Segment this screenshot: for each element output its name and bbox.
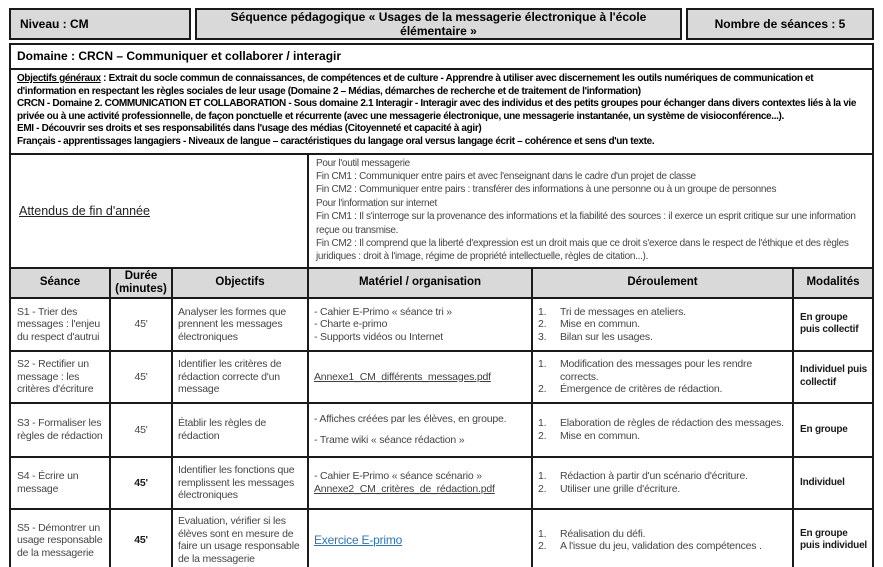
seance-title: S4 - Écrire un message xyxy=(17,470,79,495)
col-header-label: Séance xyxy=(39,276,81,289)
seance-title: S5 - Démontrer un usage responsable de la messagerie xyxy=(17,521,103,559)
seance-title: S3 - Formaliser les règles de rédaction xyxy=(17,417,103,442)
francais-label: Français - apprentissages langagiers xyxy=(17,135,181,147)
seance-cell xyxy=(11,458,111,508)
col-header-materiel xyxy=(309,269,533,297)
duree-cell xyxy=(111,404,173,456)
col-header-label: Objectifs xyxy=(215,276,265,289)
seance-cell xyxy=(11,404,111,456)
table-row-s2 xyxy=(11,350,872,402)
attendus-label: Attendus de fin d'année xyxy=(19,203,150,218)
attendus-line: Fin CM1 : Il s'interroge sur la provenance des informations et la fiabilité des sources : il exerce un esprit critique sur une information reçue ou transmise. xyxy=(316,211,856,236)
crcn-domain-label: CRCN - Domaine 2. COMMUNICATION ET COLLABORATION - Sous domaine 2.1 Interagir xyxy=(17,98,413,110)
step-text: Bilan sur les usages. xyxy=(560,330,653,343)
col-header-objectifs xyxy=(173,269,309,297)
duration-value: 45' xyxy=(134,423,148,436)
duree-cell xyxy=(111,352,173,402)
objectives-paragraph-4 xyxy=(17,136,866,149)
deroulement-cell xyxy=(533,510,794,567)
attendus-line: Fin CM1 : Communiquer entre pairs et avec l'enseignant dans le cadre d'un projet de classe xyxy=(316,170,696,182)
modality-text: En groupe puis individuel xyxy=(800,527,868,552)
seance-cell xyxy=(11,299,111,350)
deroulement-cell xyxy=(533,404,794,456)
col-header-modalites xyxy=(794,269,872,297)
objectif-cell xyxy=(173,352,309,402)
materiel-cell xyxy=(309,458,533,508)
sequence-title-cell xyxy=(195,8,682,40)
col-header-label: Déroulement xyxy=(627,276,698,289)
objectives-paragraph-3 xyxy=(17,123,866,136)
objective-text: Evaluation, vérifier si les élèves sont en mesure de faire un usage responsable de la messagerie xyxy=(178,515,300,565)
material-line: - Trame wiki « séance rédaction » xyxy=(314,434,465,447)
col-header-label: Modalités xyxy=(806,276,860,289)
attendus-body-cell xyxy=(309,155,872,267)
col-header-duree xyxy=(111,269,173,297)
annexe1-link[interactable]: Annexe1_CM_différents_messages.pdf xyxy=(314,370,491,383)
step-item xyxy=(538,528,787,541)
step-text: Rédaction à partir d'un scénario d'écriture. xyxy=(560,470,748,483)
step-number: 1. xyxy=(538,358,547,371)
domain-text: Domaine : CRCN – Communiquer et collaborer / interagir xyxy=(17,49,342,63)
modalite-cell xyxy=(794,352,872,402)
table-row-s5 xyxy=(11,508,872,567)
materiel-cell xyxy=(309,299,533,350)
seance-title: S2 - Rectifier un message : les critères d'écriture xyxy=(17,358,94,396)
objectif-cell xyxy=(173,404,309,456)
step-item xyxy=(538,383,787,396)
objectif-cell xyxy=(173,510,309,567)
deroulement-cell xyxy=(533,352,794,402)
francais-text: - Niveaux de langue – caractéristiques du langage oral versus langage écrit – cohérence et sens d'un texte. xyxy=(180,135,655,147)
table-row-s4 xyxy=(11,456,872,508)
step-number: 2. xyxy=(538,540,547,553)
material-line: - Affiches créées par les élèves, en groupe. xyxy=(314,412,507,425)
seance-title: S1 - Trier des messages : l'enjeu du respect d'autrui xyxy=(17,305,101,343)
materiel-cell xyxy=(309,510,533,567)
material-line: - Cahier E-Primo « séance tri » xyxy=(314,305,452,318)
attendus-row xyxy=(11,155,872,269)
modality-text: Individuel xyxy=(800,476,845,488)
step-number: 1. xyxy=(538,305,547,318)
deroulement-cell xyxy=(533,299,794,350)
attendus-line: Fin CM2 : Communiquer entre pairs : transférer des informations à une personne ou à un groupe de personnes xyxy=(316,184,777,196)
step-item xyxy=(538,331,787,344)
step-item xyxy=(538,540,787,553)
objectives-paragraph-2 xyxy=(17,98,866,123)
modalite-cell xyxy=(794,458,872,508)
objective-text: Identifier les critères de rédaction correcte d'un message xyxy=(178,358,282,396)
step-text: Elaboration de règles de rédaction des messages. xyxy=(560,417,784,430)
sessions-count-cell xyxy=(686,8,874,40)
duree-cell xyxy=(111,458,173,508)
table-header-row xyxy=(11,269,872,297)
modality-text: En groupe xyxy=(800,423,848,435)
modalite-cell xyxy=(794,510,872,567)
objective-text: Identifier les fonctions que remplissent les messages électroniques xyxy=(178,464,295,502)
step-text: A l'issue du jeu, validation des compétences . xyxy=(560,540,762,553)
col-header-label: (minutes) xyxy=(115,282,167,295)
level-label: Niveau : CM xyxy=(20,17,89,31)
seance-cell xyxy=(11,352,111,402)
duree-cell xyxy=(111,510,173,567)
materiel-cell xyxy=(309,352,533,402)
step-text: Utiliser une grille d'écriture. xyxy=(560,482,681,495)
annexe2-link[interactable]: Annexe2_CM_critères_de_rédaction.pdf xyxy=(314,482,495,495)
duree-cell xyxy=(111,299,173,350)
step-number: 2. xyxy=(538,429,547,442)
step-text: Émergence de critères de rédaction. xyxy=(560,383,723,396)
step-number: 1. xyxy=(538,417,547,430)
step-item xyxy=(538,417,787,430)
main-table xyxy=(9,43,874,567)
step-item xyxy=(538,358,787,383)
objectives-paragraph-1 xyxy=(17,73,866,98)
crcn-domain-text: - Interagir avec des individus et des petits groupes pour échanger dans divers contextes liés à la vie privée ou à une activité professionnelle, de façon ponctuelle et récurrente (avec une messagerie électronique, une messagerie instantanée, un système de visioconférence...). xyxy=(17,98,857,122)
table-row-s3 xyxy=(11,402,872,456)
step-number: 1. xyxy=(538,527,547,540)
objective-text: Analyser les formes que prennent les messages électroniques xyxy=(178,305,287,343)
duration-value: 45' xyxy=(134,370,148,383)
deroulement-cell xyxy=(533,458,794,508)
seance-cell xyxy=(11,510,111,567)
material-line: - Cahier E-Primo « séance scénario » xyxy=(314,470,482,483)
emi-label: EMI xyxy=(17,123,34,135)
col-header-deroulement xyxy=(533,269,794,297)
emi-text: - Découvrir ses droits et ses responsabilités dans l'usage des médias (Citoyenneté et capacité à agir) xyxy=(33,123,482,135)
modalite-cell xyxy=(794,299,872,350)
modalite-cell xyxy=(794,404,872,456)
page-title: Séquence pédagogique « Usages de la messagerie électronique à l'école élémentaire » xyxy=(230,10,647,38)
step-number: 3. xyxy=(538,330,547,343)
step-text: Mise en commun. xyxy=(560,318,640,331)
col-header-seance xyxy=(11,269,111,297)
sessions-count: Nombre de séances : 5 xyxy=(714,17,846,31)
attendus-line: Pour l'outil messagerie xyxy=(316,157,410,169)
attendus-label-cell xyxy=(11,155,309,267)
step-item xyxy=(538,470,787,483)
general-objectives xyxy=(11,70,872,155)
step-item xyxy=(538,306,787,319)
col-header-label: Matériel / organisation xyxy=(358,276,482,289)
objectives-heading: Objectifs généraux xyxy=(17,73,101,84)
col-header-label: Durée xyxy=(124,269,158,282)
material-line: - Charte e-primo xyxy=(314,318,388,331)
objectives-text-1: : Extrait du socle commun de connaissances, de compétences et de culture - Apprendre à utiliser avec discernement les outils numériques de communication et d'information en respectant les règles sociales de leur usage (Domaine 2 – Médias, démarches de recherche et de traitement de l'information) xyxy=(17,73,814,97)
attendus-line: Fin CM2 : Il comprend que la liberté d'expression est un droit mais que ce droit s'exerce dans le respect de l'éthique et des règles juridiques : droit à l'image, régime de propriété intellectuelle, règles de citation...). xyxy=(316,238,849,263)
materiel-cell xyxy=(309,404,533,456)
step-text: Réalisation du défi. xyxy=(560,527,646,540)
objectif-cell xyxy=(173,458,309,508)
step-text: Tri de messages en ateliers. xyxy=(560,305,686,318)
exercice-eprimo-link[interactable]: Exercice E-primo xyxy=(314,533,403,548)
objective-text: Établir les règles de rédaction xyxy=(178,417,267,442)
duration-value: 45' xyxy=(134,534,148,547)
duration-value: 45' xyxy=(134,318,148,331)
step-number: 2. xyxy=(538,482,547,495)
attendus-line: Pour l'information sur internet xyxy=(316,197,438,209)
step-item xyxy=(538,430,787,443)
step-text: Modification des messages pour les rendre corrects. xyxy=(560,358,752,383)
step-number: 2. xyxy=(538,318,547,331)
level-cell xyxy=(9,8,191,40)
modality-text: En groupe puis collectif xyxy=(800,311,859,336)
duration-value: 45' xyxy=(134,476,148,489)
objectif-cell xyxy=(173,299,309,350)
step-number: 1. xyxy=(538,470,547,483)
domain-row xyxy=(11,45,872,70)
step-text: Mise en commun. xyxy=(560,429,640,442)
material-line: - Supports vidéos ou Internet xyxy=(314,330,444,343)
modality-text: Individuel puis collectif xyxy=(800,364,868,388)
step-item xyxy=(538,483,787,496)
step-number: 2. xyxy=(538,383,547,396)
top-header-strip xyxy=(9,8,874,40)
step-item xyxy=(538,318,787,331)
table-row-s1 xyxy=(11,297,872,350)
